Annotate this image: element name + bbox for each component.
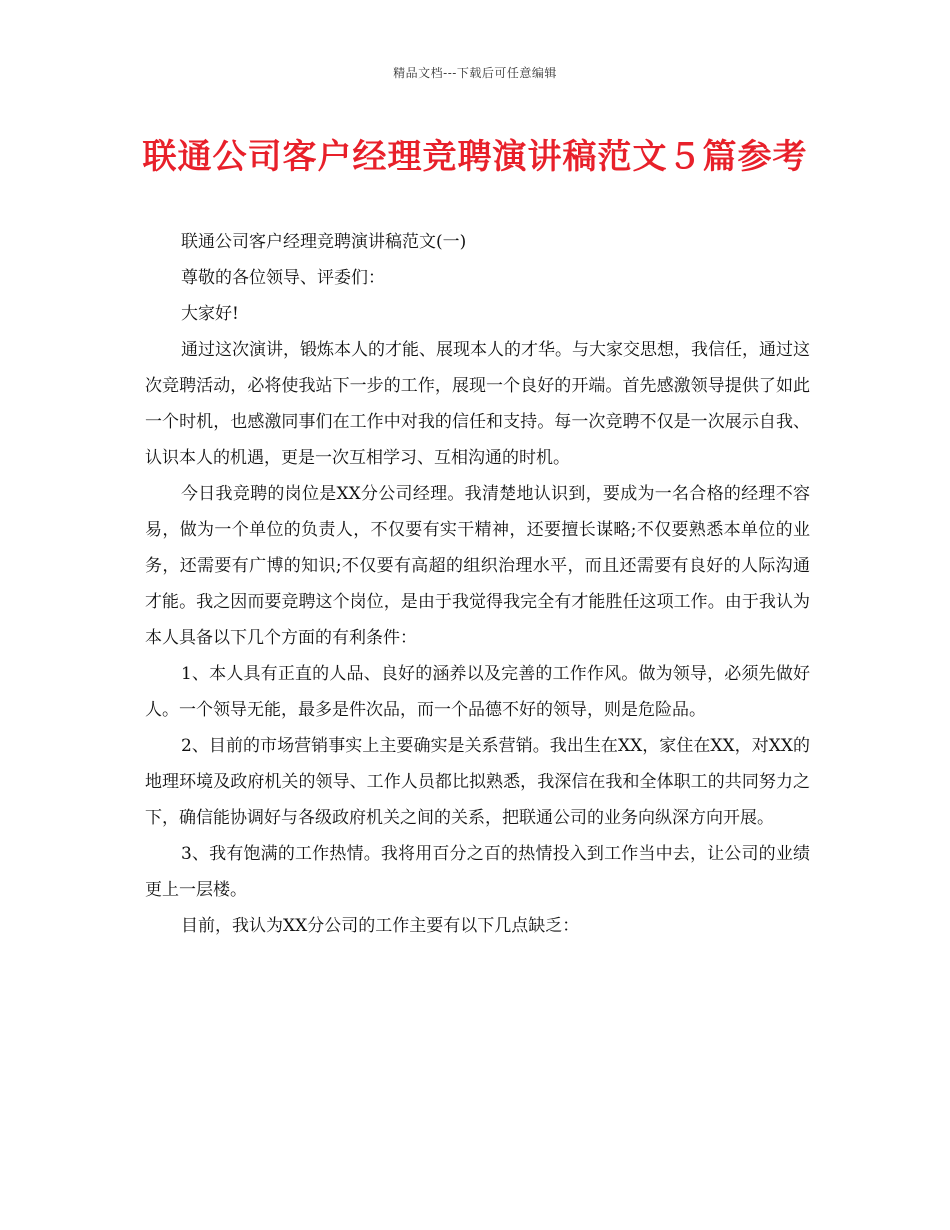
paragraph: 3、我有饱满的工作热情。我将用百分之百的热情投入到工作当中去，让公司的业绩更上一层楼。	[145, 844, 810, 900]
paragraph: 2、目前的市场营销事实上主要确实是关系营销。我出生在XX，家住在XX，对XX的地理环境及政府机关的领导、工作人员都比拟熟悉，我深信在我和全体职工的共同努力之下，确信能协调好与各级政府机关之间的关系，把联通公司的业务向纵深方向开展。	[145, 736, 810, 828]
paragraph-greeting: 大家好!	[181, 304, 239, 324]
document-body	[145, 224, 810, 944]
paragraph: 目前，我认为XX分公司的工作主要有以下几点缺乏：	[181, 916, 580, 936]
paragraph: 1、本人具有正直的人品、良好的涵养以及完善的工作作风。做为领导，必须先做好人。一个领导无能，最多是件次品，而一个品德不好的领导，则是危险品。	[145, 664, 810, 720]
paragraph: 通过这次演讲，锻炼本人的才能、展现本人的才华。与大家交思想，我信任，通过这次竞聘活动，必将使我站下一步的工作，展现一个良好的开端。首先感激领导提供了如此一个时机，也感激同事们在工作中对我的信任和支持。每一次竞聘不仅是一次展示自我、认识本人的机遇，更是一次互相学习、互相沟通的时机。	[145, 340, 810, 468]
page-header: 精品文档---下载后可任意编辑	[393, 66, 557, 80]
document-title: 联通公司客户经理竞聘演讲稿范文５篇参考	[142, 137, 808, 177]
paragraph-subtitle: 联通公司客户经理竞聘演讲稿范文(一)	[181, 232, 467, 252]
paragraph-salutation: 尊敬的各位领导、评委们：	[181, 268, 385, 288]
paragraph: 今日我竞聘的岗位是XX分公司经理。我清楚地认识到，要成为一名合格的经理不容易，做为一个单位的负责人，不仅要有实干精神，还要擅长谋略;不仅要熟悉本单位的业务，还需要有广博的知识;不仅要有高超的组织治理水平，而且还需要有良好的人际沟通才能。我之因而要竞聘这个岗位，是由于我觉得我完全有才能胜任这项工作。由于我认为本人具备以下几个方面的有利条件：	[145, 484, 810, 648]
